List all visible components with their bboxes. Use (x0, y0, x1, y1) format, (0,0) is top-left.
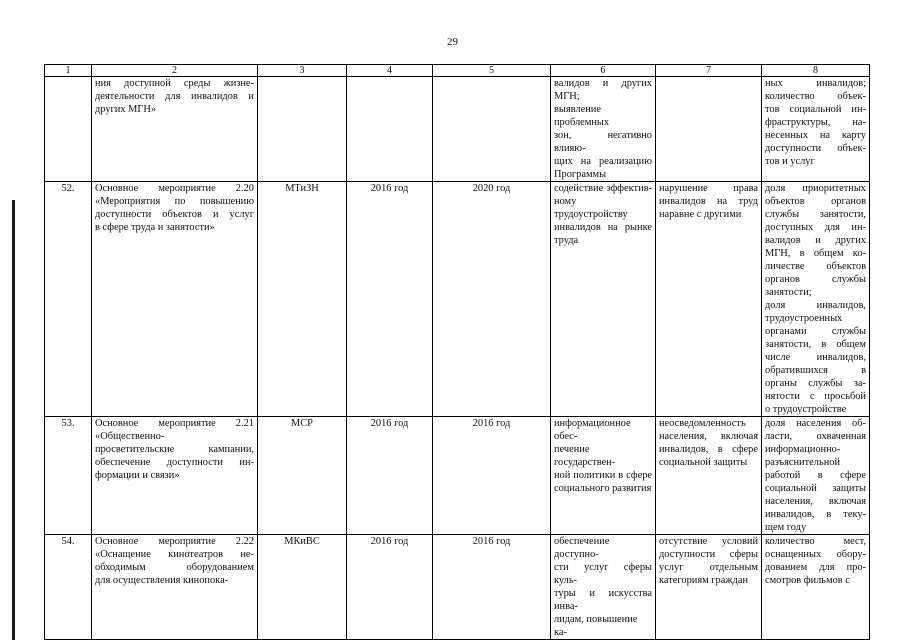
cell-text-line: щих на реализацию (554, 156, 652, 167)
cell-text-line: обратившихся в (765, 365, 866, 376)
cell-text-line: в сфере труда и занятости» (95, 222, 215, 233)
cell-text-line: населения, включая (765, 496, 866, 507)
cell-text-line: органов службы (765, 274, 866, 285)
cell-text-line: «Мероприятия по повышению (95, 196, 254, 207)
executor-cell: МКиВС (258, 535, 347, 640)
executor-cell: МСР (258, 417, 347, 535)
cell-text-line: содействие эффектив- (554, 183, 652, 194)
start-year-cell: 2016 год (347, 535, 433, 640)
cell-text-line: зон, негативно влияю- (554, 130, 655, 154)
cell-text-line: доступности сферы (659, 549, 758, 560)
start-year-cell (347, 77, 433, 182)
row-number-cell: 53. (45, 417, 92, 535)
end-year-cell (433, 77, 551, 182)
row-number-cell: 52. (45, 182, 92, 417)
cell-text-line: просветительские кампании, (95, 444, 254, 455)
cell-text-line: ной политики в сфере (554, 470, 652, 481)
cell-text-line: лидам, повышение ка- (554, 614, 641, 638)
cell-text-line: деятельности для инвалидов и (95, 91, 254, 102)
cell-text-line: занятости, в общем (765, 339, 866, 350)
cell-text-line: дованием для про- (765, 562, 866, 573)
executor-cell: МТиЗН (258, 182, 347, 417)
row-number-cell: 54. (45, 535, 92, 640)
cell-text-line: выявление проблемных (554, 104, 610, 128)
cell-text-line: для осуществления кинопока- (95, 575, 229, 586)
column-header: 6 (551, 65, 656, 77)
column-header: 3 (258, 65, 347, 77)
column-header: 2 (92, 65, 258, 77)
column-number-row (45, 65, 870, 77)
cell-text-line: других МГН» (95, 104, 157, 115)
consequences-cell (656, 417, 762, 535)
table-row (45, 182, 870, 417)
cell-text-line: информационно- (765, 444, 841, 455)
cell-text-line: обеспечение доступности ин- (95, 457, 254, 468)
cell-text-line: трудоустроенных (765, 313, 843, 324)
cell-text-line: населения, включая (659, 431, 758, 442)
cell-text-line: нятости с просьбой (765, 391, 866, 402)
cell-text-line: печение государствен- (554, 444, 616, 468)
page-number: 29 (447, 36, 458, 48)
cell-text-line: инвалидов, в сфере (659, 444, 758, 455)
cell-text-line: информационное обес- (554, 418, 634, 442)
cell-text-line: доля населения об- (765, 418, 866, 429)
cell-text-line: доступности объектов и услуг (95, 209, 254, 220)
cell-text-line: о трудоустройстве (765, 404, 847, 415)
executor-cell (258, 77, 347, 182)
end-year-cell: 2020 год (433, 182, 551, 417)
cell-text-line: органы службы за- (765, 378, 866, 389)
cell-text-line: Программы (554, 169, 607, 180)
cell-text-line: услуг отдельным (659, 562, 758, 573)
cell-text-line: социальной защиты (765, 483, 866, 494)
cell-text-line: работой в сфере (765, 470, 866, 481)
cell-text-line: оснащенных обору- (765, 549, 866, 560)
cell-text-line: Основное мероприятие 2.20 (95, 183, 254, 194)
cell-text-line: категориям граждан (659, 575, 748, 586)
cell-text-line: несенных на карту (765, 130, 866, 141)
cell-text-line: валидов и других МГН; (554, 78, 655, 102)
expected-result-cell (551, 535, 656, 640)
cell-text-line: обходимым оборудованием (95, 562, 254, 573)
cell-text-line: Основное мероприятие 2.21 (95, 418, 254, 429)
column-header: 8 (762, 65, 870, 77)
cell-text-line: инвалидов, в теку- (765, 509, 866, 520)
cell-text-line: инвалидов на труд (659, 196, 758, 207)
cell-text-line: МГН, в общем ко- (765, 248, 866, 259)
cell-text-line: «Общественно- (95, 431, 165, 442)
column-header: 4 (347, 65, 433, 77)
cell-text-line: формации и связи» (95, 470, 180, 481)
consequences-cell (656, 182, 762, 417)
cell-text-line: тов социальной ин- (765, 104, 866, 115)
cell-text-line: сти услуг сферы куль- (554, 562, 655, 586)
end-year-cell: 2016 год (433, 535, 551, 640)
cell-text-line: неосведомленность (659, 418, 746, 429)
scan-edge-line (12, 200, 15, 640)
indicators-cell (762, 535, 870, 640)
cell-text-line: смотров фильмов с (765, 575, 850, 586)
cell-text-line: «Оснащение кинотеатров не- (95, 549, 254, 560)
start-year-cell: 2016 год (347, 182, 433, 417)
measure-cell (92, 535, 258, 640)
cell-text-line: тов и услуг (765, 156, 815, 167)
cell-text-line: ному трудоустройству (554, 196, 628, 220)
cell-text-line: нарушение права (659, 183, 758, 194)
measure-cell (92, 182, 258, 417)
cell-text-line: труда (554, 235, 579, 246)
expected-result-cell (551, 77, 656, 182)
cell-text-line: доступных для ин- (765, 222, 866, 233)
cell-text-line: объектов органов (765, 196, 866, 207)
cell-text-line: обеспечение доступно- (554, 536, 612, 560)
cell-text-line: инвалидов на рынке (554, 222, 652, 233)
column-header: 5 (433, 65, 551, 77)
row-number-cell (45, 77, 92, 182)
cell-text-line: социального развития (554, 483, 652, 494)
measure-cell (92, 77, 258, 182)
consequences-cell (656, 77, 762, 182)
cell-text-line: ния доступной среды жизне- (95, 78, 254, 89)
cell-text-line: ласти, охваченная (765, 431, 866, 442)
cell-text-line: валидов и других (765, 235, 866, 246)
indicators-cell (762, 182, 870, 417)
cell-text-line: службы занятости, (765, 209, 866, 220)
cell-text-line: числе инвалидов, (765, 352, 866, 363)
measures-table (44, 64, 870, 640)
cell-text-line: наравне с другими (659, 209, 742, 220)
cell-text-line: фраструктуры, на- (765, 117, 866, 128)
column-header: 1 (45, 65, 92, 77)
cell-text-line: доля приоритетных (765, 183, 866, 194)
table-row (45, 417, 870, 535)
cell-text-line: доля инвалидов, (765, 300, 866, 311)
table-row (45, 77, 870, 182)
cell-text-line: занятости; (765, 287, 812, 298)
table-container (44, 64, 869, 638)
column-header: 7 (656, 65, 762, 77)
cell-text-line: количество мест, (765, 536, 866, 547)
cell-text-line: ных инвалидов; (765, 78, 866, 89)
cell-text-line: количество объек- (765, 91, 866, 102)
cell-text-line: социальной защиты (659, 457, 748, 468)
indicators-cell (762, 417, 870, 535)
cell-text-line: туры и искусства инва- (554, 588, 655, 612)
end-year-cell: 2016 год (433, 417, 551, 535)
cell-text-line: Основное мероприятие 2.22 (95, 536, 254, 547)
start-year-cell: 2016 год (347, 417, 433, 535)
table-row (45, 535, 870, 640)
cell-text-line: органами службы (765, 326, 866, 337)
cell-text-line: разъяснительной (765, 457, 841, 468)
indicators-cell (762, 77, 870, 182)
cell-text-line: отсутствие условий (659, 536, 758, 547)
cell-text-line: щем году (765, 522, 807, 533)
cell-text-line: доступности объек- (765, 143, 866, 154)
measure-cell (92, 417, 258, 535)
cell-text-line: личестве объектов (765, 261, 866, 272)
expected-result-cell (551, 182, 656, 417)
consequences-cell (656, 535, 762, 640)
expected-result-cell (551, 417, 656, 535)
